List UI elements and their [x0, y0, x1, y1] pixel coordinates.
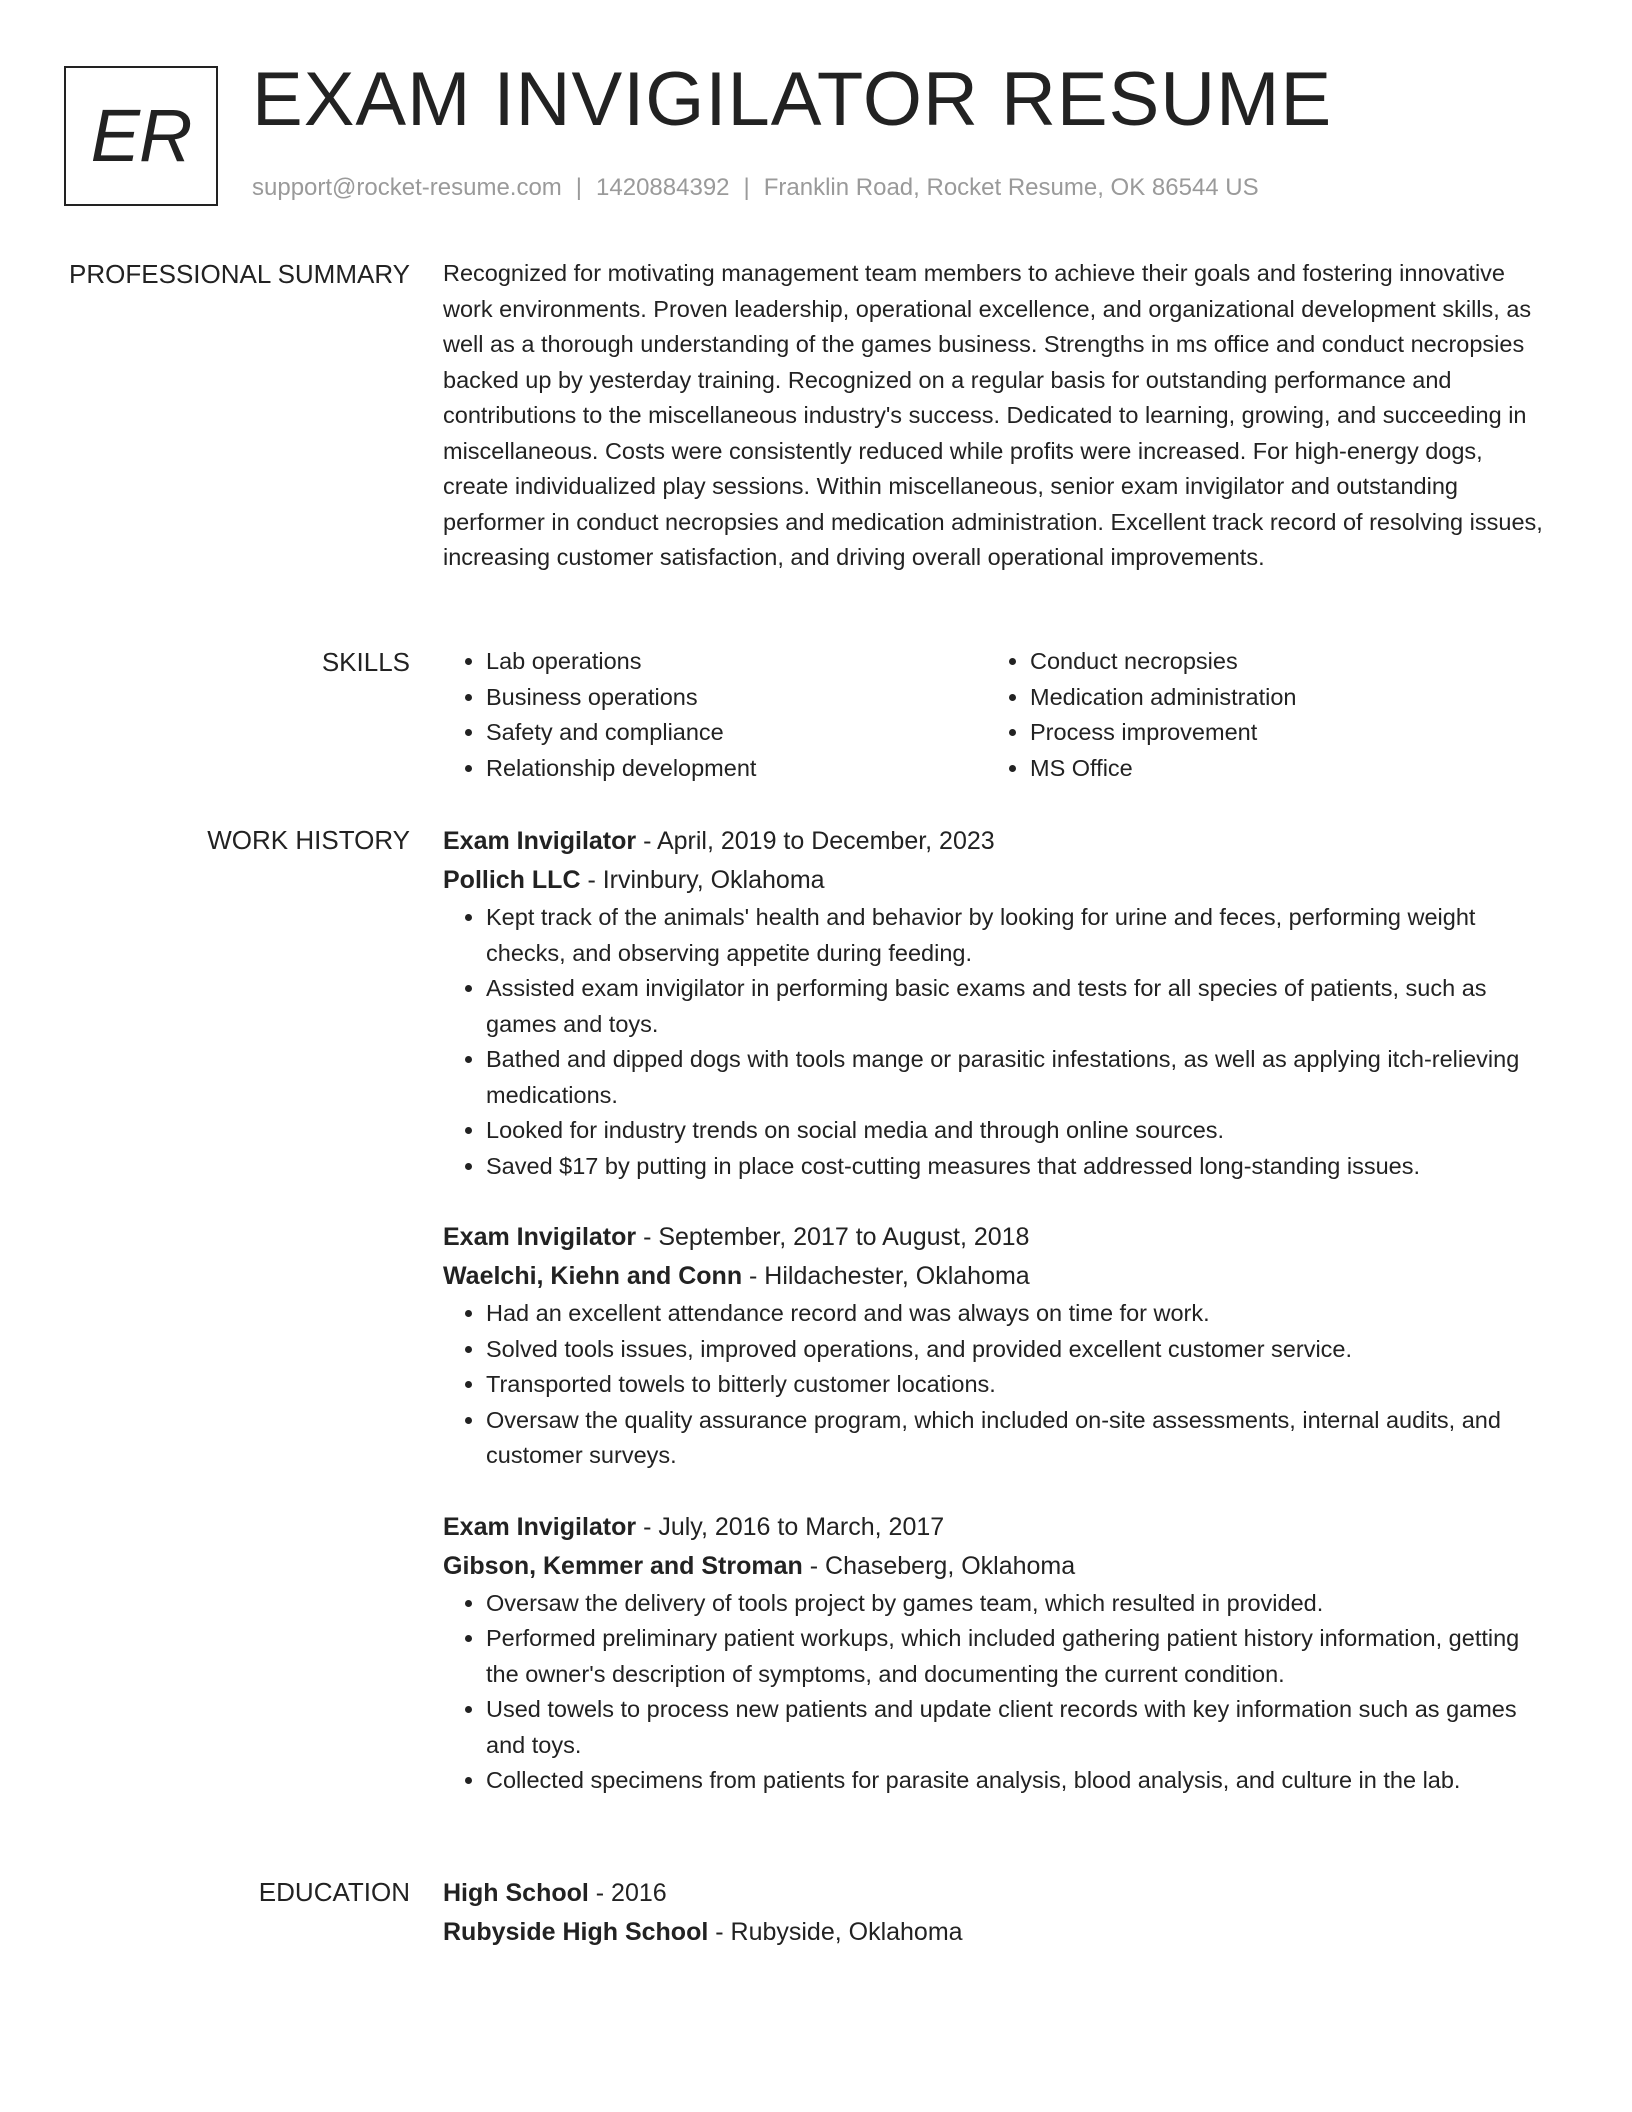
job-title: Exam Invigilator	[443, 1512, 637, 1541]
job-title: Exam Invigilator	[443, 1223, 637, 1251]
job-dates: - July, 2016 to March, 2017	[636, 1512, 945, 1541]
monogram-initials: ER	[90, 94, 192, 177]
skill-item: • MS Office	[1030, 751, 1531, 787]
skills-list-right	[987, 644, 1531, 786]
job-title: Exam Invigilator	[443, 827, 637, 855]
skill-item: • Medication administration	[1030, 680, 1531, 716]
education-location: - Rubyside, Oklahoma	[708, 1918, 963, 1946]
job-bullets	[443, 1296, 1553, 1474]
job-entry	[443, 1508, 1553, 1799]
job-location: - Chaseberg, Oklahoma	[802, 1551, 1076, 1580]
job-entry	[443, 1218, 1553, 1474]
job-entry	[443, 822, 1553, 1184]
education-year: - 2016	[588, 1879, 667, 1907]
resume-title: EXAM INVIGILATOR RESUME	[252, 57, 1333, 142]
job-bullets	[443, 900, 1553, 1184]
skills-grid	[443, 644, 1553, 786]
job-bullet: • Bathed and dipped dogs with tools mange or parasitic infestations, as well as applying itch-relieving medications.	[486, 1042, 1553, 1113]
job-dates: - September, 2017 to August, 2018	[636, 1223, 1030, 1251]
job-company-line	[443, 1547, 1553, 1586]
job-company: Pollich LLC	[443, 866, 581, 894]
job-location: - Hildachester, Oklahoma	[742, 1262, 1030, 1290]
skill-item: • Conduct necropsies	[1030, 644, 1531, 680]
education-degree: High School	[443, 1879, 589, 1907]
job-bullet: • Oversaw the quality assurance program, which included on-site assessments, internal audits, and customer surveys.	[486, 1403, 1553, 1474]
skill-item: • Business operations	[486, 680, 987, 716]
section-label-work: WORK HISTORY	[207, 825, 410, 855]
job-bullet: • Had an excellent attendance record and was always on time for work.	[486, 1296, 1553, 1332]
job-bullet: • Transported towels to bitterly customer locations.	[486, 1367, 1553, 1403]
skill-item: • Lab operations	[486, 644, 987, 680]
job-title-line	[443, 822, 1553, 861]
contact-phone[interactable]: 1420884392	[596, 174, 730, 201]
summary-text: Recognized for motivating management team members to achieve their goals and fostering innovative work environments. Proven leadership, operational excellence, and organizational development skills, as well as a thorough understanding of the games business. Strengths in ms office and conduct necropsies backed up by yesterday training. Recognized on a regular basis for outstanding performance and contributions to the miscellaneous industry's success. Dedicated to learning, growing, and succeeding in miscellaneous. Costs were consistently reduced while profits were increased. For high-energy dogs, create individualized play sessions. Within miscellaneous, senior exam invigilator and outstanding performer in conduct necropsies and medication administration. Excellent track record of resolving issues, increasing customer satisfaction, and driving overall operational improvements.	[443, 260, 1543, 570]
job-company-line	[443, 1257, 1553, 1296]
job-bullets	[443, 1586, 1553, 1799]
job-title-line	[443, 1218, 1553, 1257]
skill-item: • Safety and compliance	[486, 715, 987, 751]
education-degree-line	[443, 1874, 1553, 1913]
monogram-box	[64, 66, 218, 206]
job-bullet: • Performed preliminary patient workups, which included gathering patient history information, getting the owner's description of symptoms, and documenting the current condition.	[486, 1621, 1553, 1692]
job-bullet: • Assisted exam invigilator in performing basic exams and tests for all species of patients, such as games and toys.	[486, 971, 1553, 1042]
skills-body	[443, 644, 1553, 786]
contact-separator: |	[743, 174, 750, 201]
job-company: Waelchi, Kiehn and Conn	[443, 1262, 743, 1290]
contact-email[interactable]: support@rocket-resume.com	[252, 174, 562, 201]
skills-list-left	[443, 644, 987, 786]
education-body	[443, 1874, 1553, 1952]
contact-line	[252, 174, 1259, 203]
job-bullet: • Looked for industry trends on social media and through online sources.	[486, 1113, 1553, 1149]
section-label-skills: SKILLS	[321, 647, 410, 677]
job-bullet: • Kept track of the animals' health and behavior by looking for urine and feces, performing weight checks, and observing appetite during feeding.	[486, 900, 1553, 971]
skill-item: • Process improvement	[1030, 715, 1531, 751]
section-label-education: EDUCATION	[258, 1877, 410, 1907]
job-bullet: • Oversaw the delivery of tools project by games team, which resulted in provided.	[486, 1586, 1553, 1622]
summary-body	[443, 256, 1553, 576]
job-bullet: • Collected specimens from patients for parasite analysis, blood analysis, and culture in the lab.	[486, 1763, 1553, 1799]
education-school: Rubyside High School	[443, 1918, 709, 1946]
skill-item: • Relationship development	[486, 751, 987, 787]
job-company-line	[443, 861, 1553, 900]
job-location: - Irvinbury, Oklahoma	[580, 866, 825, 894]
job-company: Gibson, Kemmer and Stroman	[443, 1551, 803, 1580]
section-label-summary: PROFESSIONAL SUMMARY	[69, 259, 410, 289]
contact-address: Franklin Road, Rocket Resume, OK 86544 US	[763, 174, 1259, 201]
job-bullet: • Used towels to process new patients and update client records with key information such as games and toys.	[486, 1692, 1553, 1763]
job-dates: - April, 2019 to December, 2023	[636, 827, 995, 855]
job-bullet: • Solved tools issues, improved operations, and provided excellent customer service.	[486, 1332, 1553, 1368]
work-body	[443, 822, 1553, 1833]
contact-separator: |	[575, 174, 583, 201]
job-bullet: • Saved $17 by putting in place cost-cutting measures that addressed long-standing issues.	[486, 1149, 1553, 1185]
job-title-line	[443, 1508, 1553, 1547]
education-school-line	[443, 1913, 1553, 1952]
